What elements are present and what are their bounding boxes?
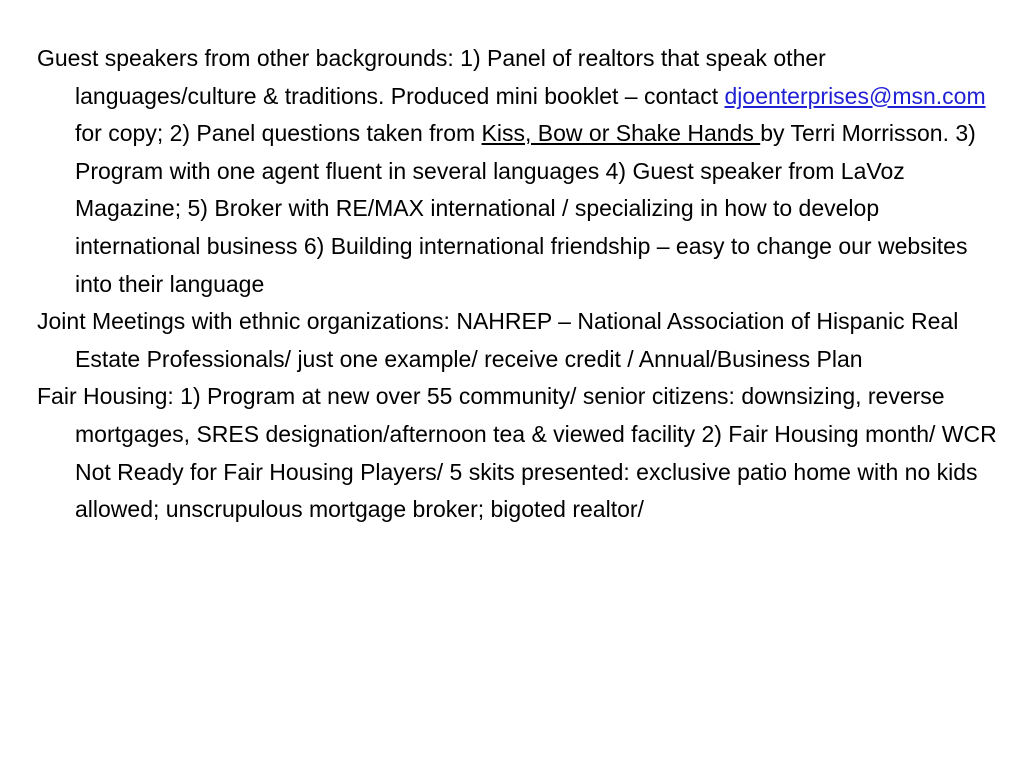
book-title: Kiss, Bow or Shake Hands — [481, 120, 761, 147]
contact-email-link[interactable]: djoenterprises@msn.com — [724, 82, 986, 109]
guest-speakers-text-part-2: for copy; 2) Panel questions taken from — [75, 120, 482, 147]
slide-body — [37, 40, 997, 529]
paragraph-joint-meetings: Joint Meetings with ethnic organizations: NAHREP – National Association of Hispanic Real Estate Professionals/ just one example/ receive credit / Annual/Business Plan — [37, 308, 959, 372]
guest-speakers-text-part-3: by Terri Morrisson. 3) Program with one agent fluent in several languages 4) Guest speaker from LaVoz Magazine; 5) Broker with RE/MAX international / specializing in how to develop international business 6) Building international friendship – easy to change our websites into their language — [75, 120, 976, 297]
guest-speakers-text-part-1: Guest speakers from other backgrounds: 1) Panel of realtors that speak other languages/culture & traditions. Produced mini booklet – contact — [37, 45, 826, 109]
paragraph-fair-housing: Fair Housing: 1) Program at new over 55 community/ senior citizens: downsizing, reverse mortgages, SRES designation/afternoon tea & viewed facility 2) Fair Housing month/ WCR Not Ready for Fair Housing Players/ 5 skits presented: exclusive patio home with no kids allowed; unscrupulous mortgage broker; bigoted realtor/ — [37, 383, 997, 523]
paragraph-guest-speakers — [37, 40, 997, 303]
